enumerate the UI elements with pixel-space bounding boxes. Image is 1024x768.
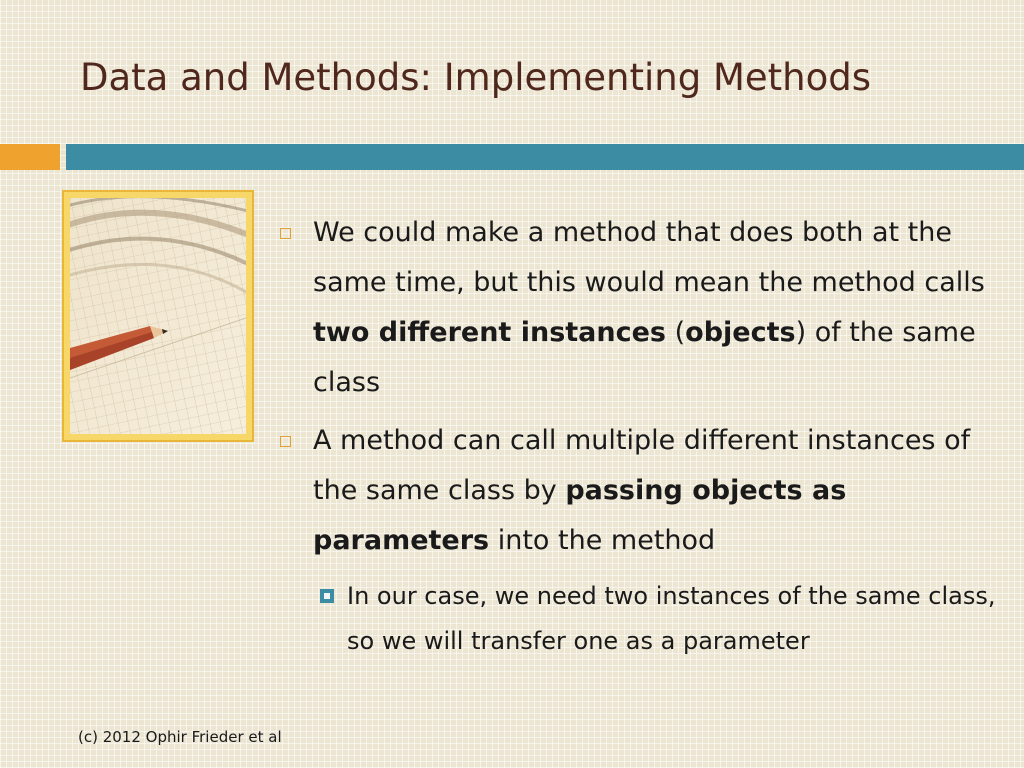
filled-square-bullet-icon bbox=[320, 589, 334, 603]
square-bullet-icon bbox=[280, 228, 291, 239]
pencil-on-graph-paper-photo-icon bbox=[70, 198, 246, 434]
accent-bar-teal bbox=[66, 144, 1024, 170]
sub-bullet-item: In our case, we need two instances of the same class, so we will transfer one as a parameter bbox=[318, 574, 1000, 664]
slide-title: Data and Methods: Implementing Methods bbox=[80, 56, 872, 99]
bullet-item: A method can call multiple different instances of the same class by passing objects as parameters into the method bbox=[280, 416, 1000, 566]
slide-photo bbox=[62, 190, 254, 442]
square-bullet-icon bbox=[280, 436, 291, 447]
accent-bar-orange bbox=[0, 144, 60, 170]
slide-footer: (c) 2012 Ophir Frieder et al bbox=[78, 728, 282, 746]
slide-body bbox=[280, 208, 1000, 664]
bullet-item: We could make a method that does both at the same time, but this would mean the method calls two different instances (objects) of the same class bbox=[280, 208, 1000, 408]
